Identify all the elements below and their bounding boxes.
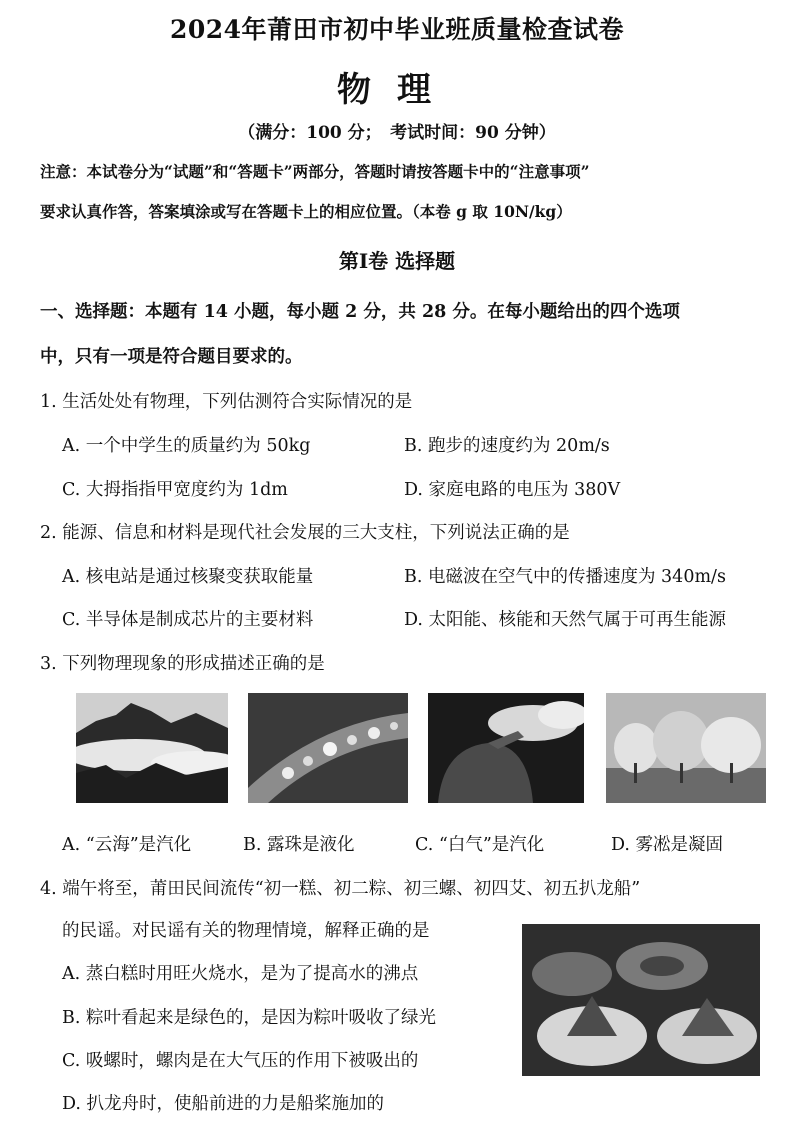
section-instruction-line-1: 一、选择题：本题有 14 小题，每小题 2 分，共 28 分。在每小题给出的四个选项	[40, 302, 680, 322]
question-1-stem: 1. 生活处处有物理，下列估测符合实际情况的是	[40, 392, 413, 412]
question-3-option-a: A. “云海”是汽化	[62, 835, 192, 855]
question-4-stem-line-2: 的民谣。对民谣有关的物理情境，解释正确的是	[62, 921, 430, 941]
notice-line-1: 注意：本试卷分为“试题”和“答题卡”两部分，答题时请按答题卡中的“注意事项”	[40, 162, 590, 181]
question-1-option-c: C. 大拇指指甲宽度约为 1dm	[62, 480, 288, 500]
subject-title: 物理	[337, 70, 457, 110]
question-4-option-a: A. 蒸白糕时用旺火烧水，是为了提高水的沸点	[62, 964, 419, 984]
dew-drops-photo	[248, 693, 408, 803]
question-2-option-b: B. 电磁波在空气中的传播速度为 340m/s	[404, 567, 726, 587]
sea-of-clouds-photo	[76, 693, 228, 803]
section-instruction-line-2: 中，只有一项是符合题目要求的。	[40, 347, 303, 367]
question-2-option-c: C. 半导体是制成芯片的主要材料	[62, 610, 314, 630]
question-3-option-d: D. 雾凇是凝固	[611, 835, 724, 855]
question-4-stem-line-1: 4. 端午将至，莆田民间流传“初一糕、初二粽、初三螺、初四艾、初五扒龙船”	[40, 879, 641, 899]
question-2-stem: 2. 能源、信息和材料是现代社会发展的三大支柱，下列说法正确的是	[40, 523, 570, 543]
exam-title: 2024年莆田市初中毕业班质量检查试卷	[169, 15, 625, 44]
score-time-line: （满分：100 分； 考试时间：90 分钟）	[238, 123, 556, 143]
question-1-option-b: B. 跑步的速度约为 20m/s	[404, 436, 610, 456]
kettle-steam-photo	[428, 693, 584, 803]
question-4-option-d: D. 扒龙舟时，使船前进的力是船桨施加的	[62, 1094, 385, 1114]
question-3-stem: 3. 下列物理现象的形成描述正确的是	[40, 654, 325, 674]
question-3-option-c: C. “白气”是汽化	[415, 835, 545, 855]
question-4-option-c: C. 吸螺时，螺肉是在大气压的作用下被吸出的	[62, 1051, 419, 1071]
question-2-option-d: D. 太阳能、核能和天然气属于可再生能源	[404, 610, 727, 630]
notice-line-2: 要求认真作答，答案填涂或写在答题卡上的相应位置。（本卷 g 取 10N/kg）	[40, 202, 572, 221]
question-1-option-d: D. 家庭电路的电压为 380V	[404, 480, 621, 500]
question-3-option-b: B. 露珠是液化	[243, 835, 355, 855]
zongzi-photo	[522, 924, 760, 1076]
question-4-option-b: B. 粽叶看起来是绿色的，是因为粽叶吸收了绿光	[62, 1008, 436, 1028]
question-1-option-a: A. 一个中学生的质量约为 50kg	[62, 436, 311, 456]
question-2-option-a: A. 核电站是通过核聚变获取能量	[62, 567, 314, 587]
section-title: 第Ⅰ卷 选择题	[338, 249, 456, 273]
rime-trees-photo	[606, 693, 766, 803]
